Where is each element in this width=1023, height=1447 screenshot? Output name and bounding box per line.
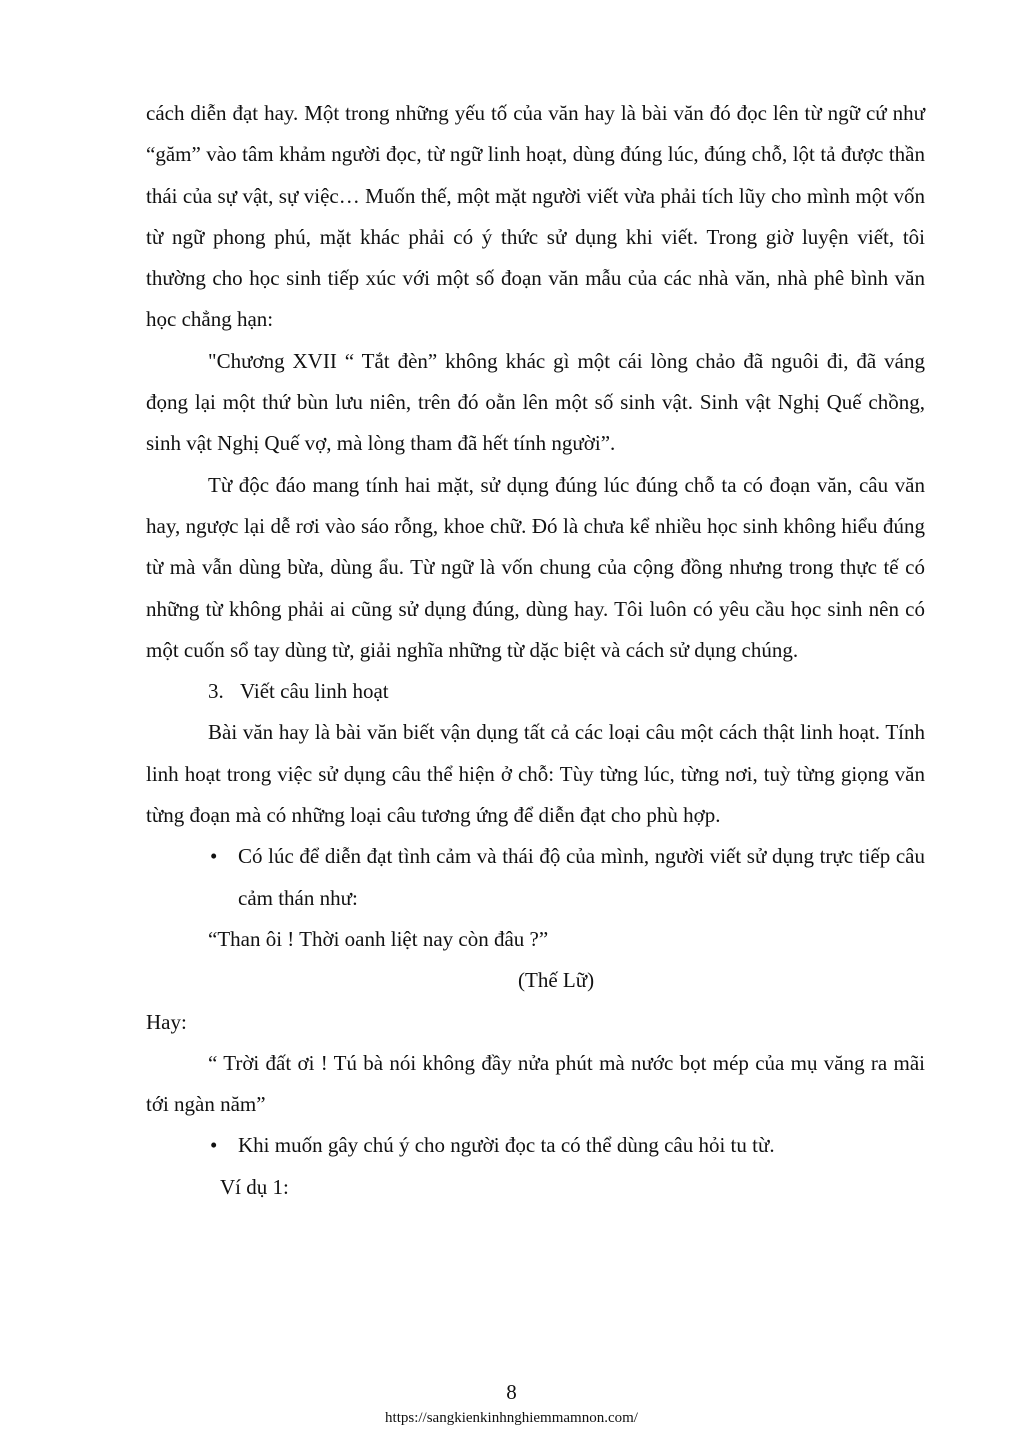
section-heading	[146, 671, 925, 712]
quote-1: “Than ôi ! Thời oanh liệt nay còn đâu ?”	[208, 926, 549, 951]
footer-url: https://sangkienkinhnghiemmamnon.com/	[385, 1410, 638, 1426]
bullet-item-2	[146, 1125, 925, 1166]
page-number: 8	[506, 1380, 517, 1404]
bullet-text-1: Có lúc để diễn đạt tình cảm và thái độ của mình, người viết sử dụng trực tiếp câu cảm thán như:	[238, 844, 925, 910]
bullet-item-1	[146, 836, 925, 919]
bullet-icon: •	[210, 844, 218, 869]
bullet-text-2: Khi muốn gây chú ý cho người đọc ta có thể dùng câu hỏi tu từ.	[238, 1133, 775, 1158]
paragraph-1: cách diễn đạt hay. Một trong những yếu tố của văn hay là bài văn đó đọc lên từ ngữ cứ như “găm” vào tâm khảm người đọc, từ ngữ linh hoạt, dùng đúng lúc, đúng chỗ, lột tả được thần thái của sự vật, sự việc… Muốn thế, một mặt người viết vừa phải tích lũy cho mình một vốn từ ngữ phong phú, mặt khác phải có ý thức sử dụng khi viết. Trong giờ luyện viết, tôi thường cho học sinh tiếp xúc với một số đoạn văn mẫu của các nhà văn, nhà phê bình văn học chẳng hạn:	[146, 101, 925, 332]
hay-label: Hay:	[146, 1009, 187, 1034]
example-label: Ví dụ 1:	[220, 1174, 289, 1199]
paragraph-4: Bài văn hay là bài văn biết vận dụng tất cả các loại câu một cách thật linh hoạt. Tính linh hoạt trong việc sử dụng câu thể hiện ở chỗ: Tùy từng lúc, từng nơi, tuỳ từng giọng văn từng đoạn mà có những loại câu tương ứng để diễn đạt cho phù hợp.	[146, 720, 925, 828]
section-title: Viết câu linh hoạt	[240, 679, 389, 704]
paragraph-3: Từ độc đáo mang tính hai mặt, sử dụng đúng lúc đúng chỗ ta có đoạn văn, câu văn hay, ngược lại dễ rơi vào sáo rỗng, khoe chữ. Đó là chưa kể nhiều học sinh không hiểu đúng từ mà vẫn dùng bừa, dùng ẩu. Từ ngữ là vốn chung của cộng đồng nhưng trong thực tế có những từ không phải ai cũng sử dụng đúng, dùng hay. Tôi luôn có yêu cầu học sinh nên có một cuốn sổ tay dùng từ, giải nghĩa những từ dặc biệt và cách sử dụng chúng.	[146, 472, 925, 662]
quote-1-author: (Thế Lữ)	[518, 968, 595, 993]
section-number: 3.	[208, 679, 224, 704]
body-text	[146, 93, 925, 1208]
paragraph-quote-tat-den: "Chương XVII “ Tắt đèn” không khác gì một cái lòng chảo đã nguôi đi, đã váng đọng lại một thứ bùn lưu niên, trên đó oằn lên một số sinh vật. Sinh vật Nghị Quế chồng, sinh vật Nghị Quế vợ, mà lòng tham đã hết tính người”.	[146, 348, 925, 456]
quote-2: “ Trời đất ơi ! Tú bà nói không đầy nửa phút mà nước bọt mép của mụ văng ra mãi tới ngàn năm”	[146, 1050, 925, 1117]
bullet-icon: •	[210, 1133, 218, 1158]
